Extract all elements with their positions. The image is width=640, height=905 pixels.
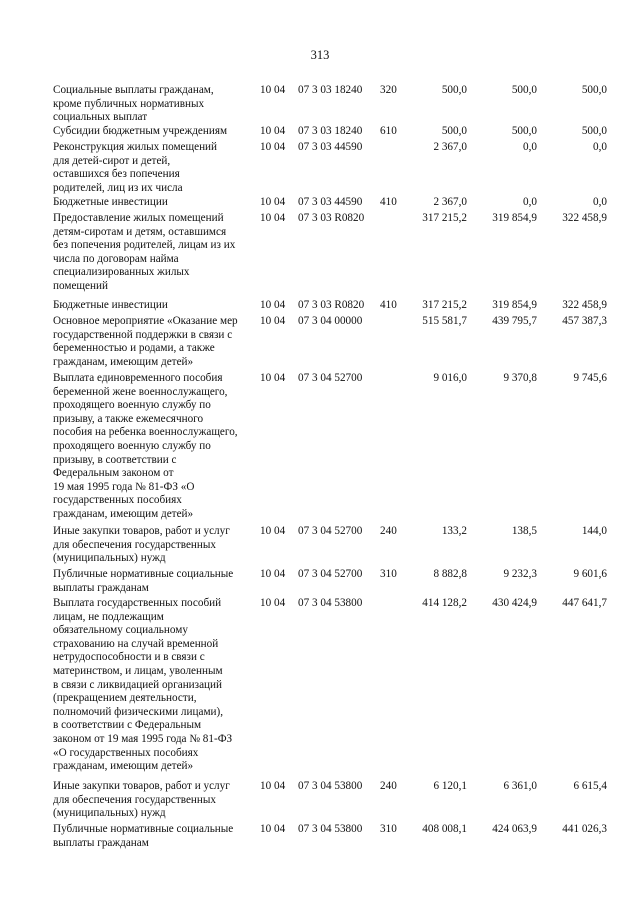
amount-year-1: 133,2 xyxy=(441,525,467,537)
section-code: 10 04 xyxy=(260,299,286,311)
expense-type-code: 240 xyxy=(380,525,397,537)
target-article-code: 07 3 04 52700 xyxy=(298,372,363,384)
amount-year-1: 414 128,2 xyxy=(422,597,467,609)
amount-year-1: 500,0 xyxy=(441,125,467,137)
target-article-code: 07 3 03 R0820 xyxy=(298,212,365,224)
amount-year-1: 500,0 xyxy=(441,84,467,96)
amount-year-2: 424 063,9 xyxy=(492,823,537,835)
amount-year-3: 6 615,4 xyxy=(573,780,607,792)
expense-type-code: 610 xyxy=(380,125,397,137)
target-article-code: 07 3 04 53800 xyxy=(298,823,363,835)
amount-year-3: 447 641,7 xyxy=(562,597,607,609)
row-name: Иные закупки товаров, работ и услуг для обеспечения государственных (муниципальных) нужд xyxy=(53,780,230,820)
target-article-code: 07 3 04 52700 xyxy=(298,568,363,580)
amount-year-2: 500,0 xyxy=(511,84,537,96)
amount-year-1: 317 215,2 xyxy=(422,212,467,224)
section-code: 10 04 xyxy=(260,84,286,96)
amount-year-3: 500,0 xyxy=(581,125,607,137)
target-article-code: 07 3 03 44590 xyxy=(298,141,363,153)
section-code: 10 04 xyxy=(260,196,286,208)
section-code: 10 04 xyxy=(260,568,286,580)
page-number: 313 xyxy=(310,48,330,62)
amount-year-2: 319 854,9 xyxy=(492,212,537,224)
amount-year-3: 144,0 xyxy=(581,525,607,537)
amount-year-3: 9 745,6 xyxy=(573,372,607,384)
section-code: 10 04 xyxy=(260,525,286,537)
row-name: Бюджетные инвестиции xyxy=(53,196,168,208)
row-name: Публичные нормативные социальные выплаты гражданам xyxy=(53,568,234,594)
amount-year-3: 322 458,9 xyxy=(562,212,607,224)
section-code: 10 04 xyxy=(260,780,286,792)
amount-year-1: 317 215,2 xyxy=(422,299,467,311)
amount-year-3: 500,0 xyxy=(581,84,607,96)
amount-year-1: 408 008,1 xyxy=(422,823,467,835)
amount-year-2: 9 232,3 xyxy=(503,568,537,580)
amount-year-2: 500,0 xyxy=(511,125,537,137)
amount-year-1: 6 120,1 xyxy=(433,780,467,792)
amount-year-3: 0,0 xyxy=(593,196,607,208)
amount-year-2: 319 854,9 xyxy=(492,299,537,311)
target-article-code: 07 3 04 53800 xyxy=(298,780,363,792)
section-code: 10 04 xyxy=(260,597,286,609)
amount-year-1: 8 882,8 xyxy=(433,568,467,580)
row-name: Основное мероприятие «Оказание мер государственной поддержки в связи с беременностью и родами, а также гражданам, имеющим детей» xyxy=(53,315,238,368)
row-name: Иные закупки товаров, работ и услуг для обеспечения государственных (муниципальных) нужд xyxy=(53,525,230,565)
row-name: Публичные нормативные социальные выплаты гражданам xyxy=(53,823,234,849)
section-code: 10 04 xyxy=(260,315,286,327)
row-name: Предоставление жилых помещений детям-сиротам и детям, оставшимся без попечения родителей, лицам из их числа по договорам найма специализированных жилых помещений xyxy=(53,212,236,292)
target-article-code: 07 3 04 52700 xyxy=(298,525,363,537)
section-code: 10 04 xyxy=(260,212,286,224)
amount-year-2: 9 370,8 xyxy=(503,372,537,384)
row-name: Субсидии бюджетным учреждениям xyxy=(53,125,228,137)
section-code: 10 04 xyxy=(260,823,286,835)
amount-year-3: 0,0 xyxy=(593,141,607,153)
amount-year-1: 2 367,0 xyxy=(433,196,467,208)
row-name: Бюджетные инвестиции xyxy=(53,299,168,311)
amount-year-2: 138,5 xyxy=(511,525,537,537)
amount-year-1: 2 367,0 xyxy=(433,141,467,153)
section-code: 10 04 xyxy=(260,141,286,153)
target-article-code: 07 3 04 00000 xyxy=(298,315,363,327)
target-article-code: 07 3 03 44590 xyxy=(298,196,363,208)
amount-year-3: 322 458,9 xyxy=(562,299,607,311)
section-code: 10 04 xyxy=(260,372,286,384)
row-name: Выплата государственных пособий лицам, не подлежащим обязательному социальному страхованию на случай временной нетрудоспособности и в связи с материнством, и лицам, уволенным в связи с ликвидацией организаций (прекращением деятельности, полномочий физическими лицами), в соответствии с Федеральным законом от 19 мая 1995 года № 81-ФЗ «О государственных пособиях гражданам, имеющим детей» xyxy=(53,597,233,773)
row-name: Выплата единовременного пособия беременной жене военнослужащего, проходящего военную службу по призыву, а также ежемесячного пособия на ребенка военнослужащего, проходящего военную службу по призыву, в соответствии с Федеральным законом от 19 мая 1995 года № 81-ФЗ «О государственных пособиях гражданам, имеющим детей» xyxy=(53,372,238,520)
expense-type-code: 410 xyxy=(380,196,397,208)
target-article-code: 07 3 03 18240 xyxy=(298,84,363,96)
row-name: Реконструкция жилых помещений для детей-сирот и детей, оставшихся без попечения родителей, лиц из их числа xyxy=(53,141,218,194)
expense-type-code: 240 xyxy=(380,780,397,792)
expense-type-code: 320 xyxy=(380,84,397,96)
amount-year-2: 439 795,7 xyxy=(492,315,537,327)
expense-type-code: 310 xyxy=(380,568,397,580)
amount-year-2: 0,0 xyxy=(523,141,537,153)
amount-year-1: 515 581,7 xyxy=(422,315,467,327)
target-article-code: 07 3 04 53800 xyxy=(298,597,363,609)
amount-year-1: 9 016,0 xyxy=(433,372,467,384)
target-article-code: 07 3 03 18240 xyxy=(298,125,363,137)
expense-type-code: 310 xyxy=(380,823,397,835)
target-article-code: 07 3 03 R0820 xyxy=(298,299,365,311)
row-name: Социальные выплаты гражданам, кроме публичных нормативных социальных выплат xyxy=(53,84,214,124)
amount-year-2: 0,0 xyxy=(523,196,537,208)
amount-year-3: 441 026,3 xyxy=(562,823,607,835)
amount-year-3: 9 601,6 xyxy=(573,568,607,580)
amount-year-2: 6 361,0 xyxy=(503,780,537,792)
amount-year-2: 430 424,9 xyxy=(492,597,537,609)
expense-type-code: 410 xyxy=(380,299,397,311)
section-code: 10 04 xyxy=(260,125,286,137)
amount-year-3: 457 387,3 xyxy=(562,315,607,327)
